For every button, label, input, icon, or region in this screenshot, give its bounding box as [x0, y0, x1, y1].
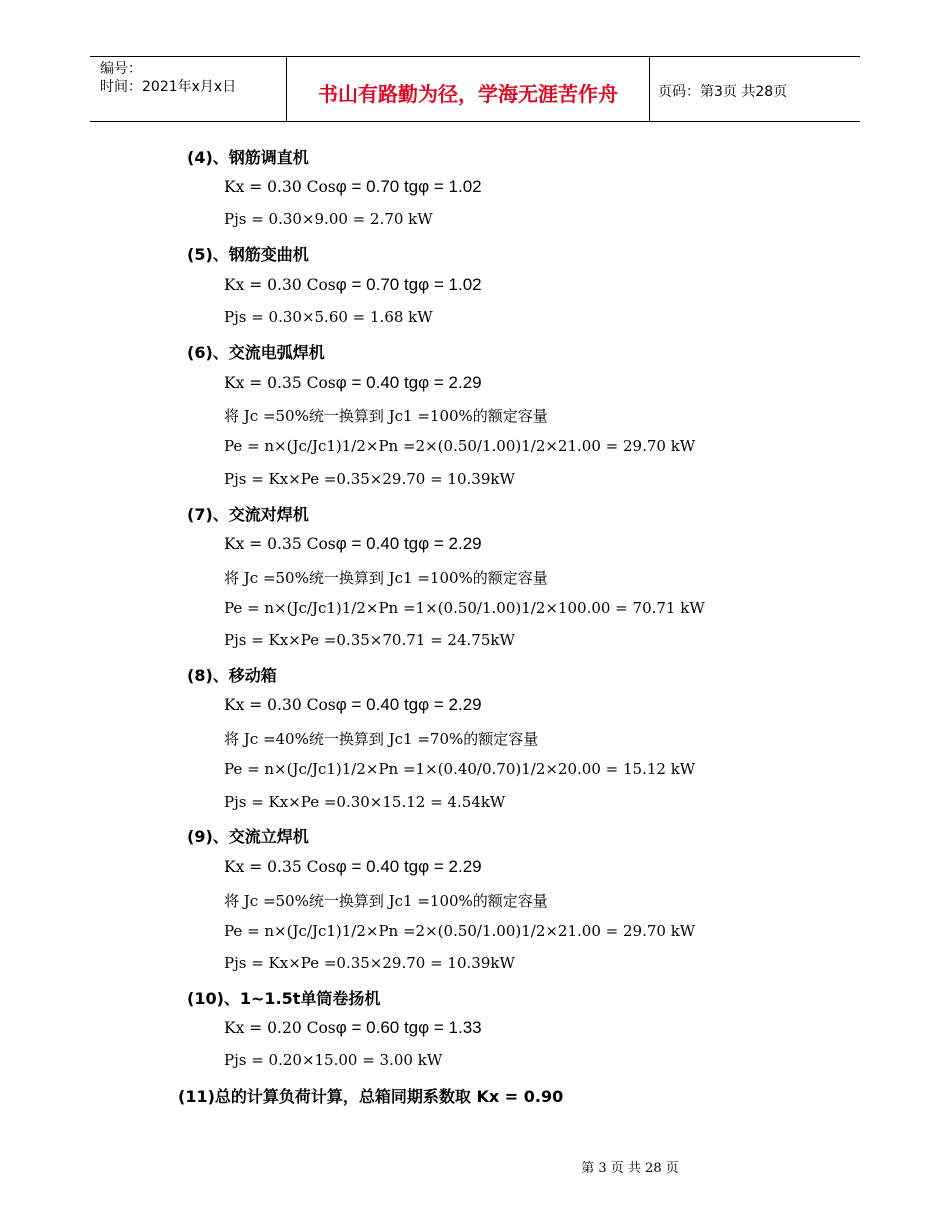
item-heading: (5)、钢筋变曲机: [187, 245, 309, 264]
kx-text: Kx = 0.30 Cos: [224, 696, 336, 714]
pjs-line: Pjs = Kx×Pe =0.30×15.12 = 4.54kW: [224, 793, 506, 811]
header-top-rule: [90, 56, 860, 57]
item-heading: (9)、交流立焊机: [187, 827, 309, 846]
pe-line: Pe = n×(Jc/Jc1)1/2×Pn =2×(0.50/1.00)1/2×21.00 = 29.70 kW: [224, 437, 696, 455]
pjs-line: Pjs = Kx×Pe =0.35×70.71 = 24.75kW: [224, 631, 515, 649]
pe-line: Pe = n×(Jc/Jc1)1/2×Pn =1×(0.50/1.00)1/2×100.00 = 70.71 kW: [224, 599, 705, 617]
kx-text: Kx = 0.35 Cos: [224, 858, 336, 876]
pe-line: Pe = n×(Jc/Jc1)1/2×Pn =1×(0.40/0.70)1/2×20.00 = 15.12 kW: [224, 760, 696, 778]
pe-line: Pe = n×(Jc/Jc1)1/2×Pn =2×(0.50/1.00)1/2×21.00 = 29.70 kW: [224, 922, 696, 940]
header-motto: 书山有路勤为径，学海无涯苦作舟: [318, 82, 618, 106]
cos-tg-text: φ = 0.40 tgφ = 2.29: [335, 373, 482, 392]
cos-tg-text: φ = 0.40 tgφ = 2.29: [335, 534, 482, 553]
header-bottom-rule: [90, 121, 860, 122]
header-meta: [100, 60, 236, 96]
cos-tg-text: φ = 0.40 tgφ = 2.29: [335, 695, 482, 714]
item-heading: (6)、交流电弧焊机: [187, 343, 325, 362]
pjs-line: Pjs = Kx×Pe =0.35×29.70 = 10.39kW: [224, 470, 515, 488]
pjs-line: Pjs = 0.30×9.00 = 2.70 kW: [224, 210, 433, 228]
pjs-line: Pjs = 0.20×15.00 = 3.00 kW: [224, 1051, 443, 1069]
cos-tg-text: φ = 0.60 tgφ = 1.33: [335, 1018, 482, 1037]
total-heading: (11)总的计算负荷计算，总箱同期系数取 Kx = 0.90: [178, 1087, 564, 1106]
conversion-line: 将 Jc =40%统一换算到 Jc1 =70%的额定容量: [224, 730, 539, 748]
kx-line: [224, 857, 482, 877]
kx-line: [224, 373, 482, 393]
header-page-info: 页码：第3页 共28页: [658, 84, 788, 100]
kx-text: Kx = 0.30 Cos: [224, 178, 336, 196]
time-label: 时间：2021年x月x日: [100, 79, 237, 95]
kx-line: [224, 275, 482, 295]
item-heading: (7)、交流对焊机: [187, 505, 309, 524]
item-heading: (10)、1~1.5t单筒卷扬机: [187, 989, 381, 1008]
kx-line: [224, 695, 482, 715]
kx-text: Kx = 0.20 Cos: [224, 1019, 336, 1037]
item-heading: (8)、移动箱: [187, 666, 277, 685]
kx-text: Kx = 0.35 Cos: [224, 535, 336, 553]
page-footer: 第 3 页 共 28 页: [581, 1161, 679, 1176]
kx-text: Kx = 0.35 Cos: [224, 374, 336, 392]
kx-text: Kx = 0.30 Cos: [224, 276, 336, 294]
conversion-line: 将 Jc =50%统一换算到 Jc1 =100%的额定容量: [224, 892, 548, 910]
cos-tg-text: φ = 0.40 tgφ = 2.29: [335, 857, 482, 876]
number-label: 编号：: [100, 61, 142, 77]
cos-tg-text: φ = 0.70 tgφ = 1.02: [335, 275, 482, 294]
kx-line: [224, 177, 482, 197]
pjs-line: Pjs = 0.30×5.60 = 1.68 kW: [224, 308, 433, 326]
conversion-line: 将 Jc =50%统一换算到 Jc1 =100%的额定容量: [224, 569, 548, 587]
item-heading: (4)、钢筋调直机: [187, 148, 309, 167]
cos-tg-text: φ = 0.70 tgφ = 1.02: [335, 177, 482, 196]
header-divider-right: [649, 56, 650, 122]
conversion-line: 将 Jc =50%统一换算到 Jc1 =100%的额定容量: [224, 407, 548, 425]
kx-line: [224, 1018, 482, 1038]
pjs-line: Pjs = Kx×Pe =0.35×29.70 = 10.39kW: [224, 954, 515, 972]
kx-line: [224, 534, 482, 554]
